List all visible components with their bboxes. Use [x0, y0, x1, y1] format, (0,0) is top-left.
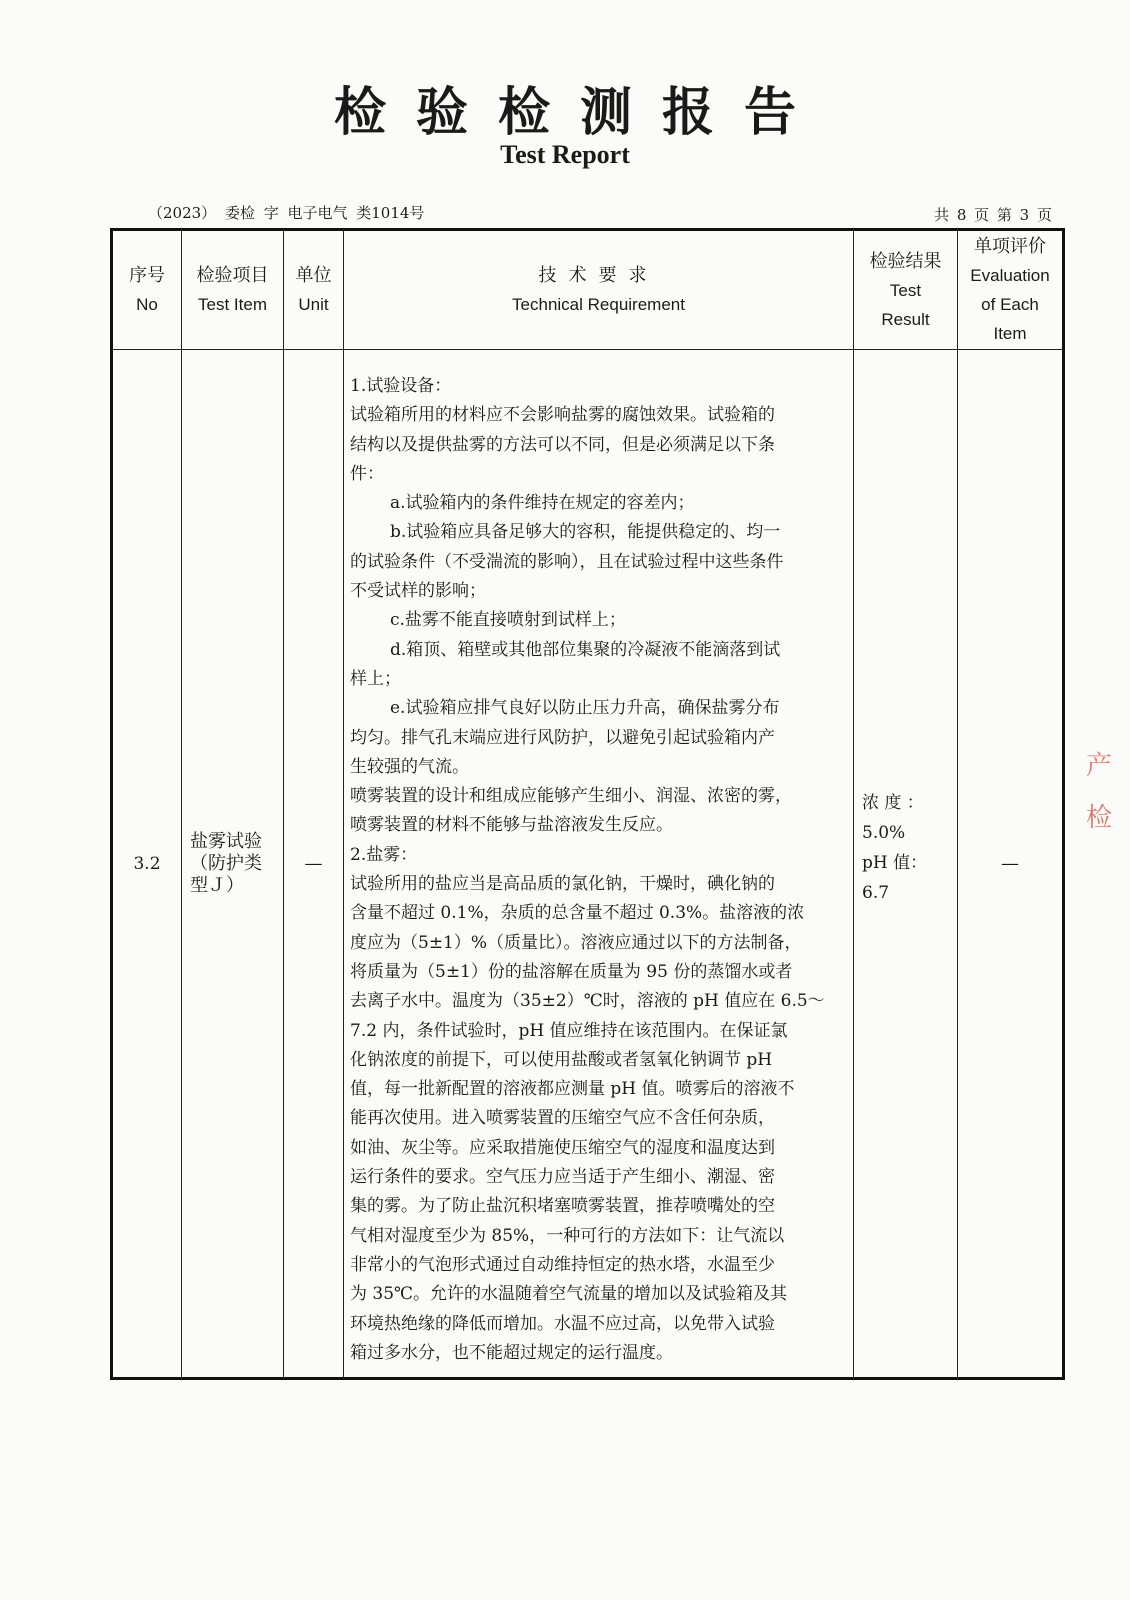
requirement-line: 化钠浓度的前提下，可以使用盐酸或者氢氧化钠调节 pH — [350, 1049, 773, 1070]
requirement-line: 喷雾装置的设计和组成应能够产生细小、润湿、浓密的雾， — [350, 786, 792, 807]
requirement-line: 含量不超过 0.1%，杂质的总含量不超过 0.3%。盐溶液的浓 — [350, 903, 805, 924]
table-row — [112, 350, 1064, 1379]
requirement-line: 样上； — [350, 668, 401, 689]
requirement-line: 的试验条件（不受湍流的影响），且在试验过程中这些条件 — [350, 551, 784, 572]
requirement-line: 非常小的气泡形式通过自动维持恒定的热水塔，水温至少 — [350, 1254, 775, 1275]
result-line: 6.7 — [862, 883, 890, 903]
requirement-line: 环境热绝缘的降低而增加。水温不应过高，以免带入试验 — [350, 1313, 775, 1334]
header-evaluation: 单项评价 Evaluation of Each Item — [958, 230, 1064, 350]
row-number: 3.2 — [112, 350, 182, 1379]
requirement-line: 箱过多水分，也不能超过规定的运行温度。 — [350, 1342, 673, 1363]
requirement-line: d.箱顶、箱壁或其他部位集聚的冷凝液不能滴落到试 — [390, 639, 781, 660]
evaluation-cell: — — [958, 350, 1064, 1379]
requirement-line: 试验箱所用的材料应不会影响盐雾的腐蚀效果。试验箱的 — [350, 405, 775, 426]
requirement-line: 如油、灰尘等。应采取措施使压缩空气的湿度和温度达到 — [350, 1137, 775, 1158]
report-title-en: Test Report — [500, 140, 630, 169]
requirement-line: 2.盐雾： — [350, 844, 418, 865]
requirement-line: 不受试样的影响； — [350, 581, 486, 602]
report-title-cn: 检验检测报告 — [333, 82, 826, 143]
unit-cell: — — [284, 350, 344, 1379]
requirement-line: 结构以及提供盐雾的方法可以不同，但是必须满足以下条 — [350, 434, 775, 455]
header-no: 序号 No — [112, 230, 182, 350]
table-header-row — [112, 230, 1064, 350]
requirement-line: b.试验箱应具备足够大的容积，能提供稳定的、均一 — [390, 522, 781, 543]
requirement-line: 件： — [350, 463, 384, 484]
test-item-line: 盐雾试验 — [190, 830, 262, 852]
requirement-line: 将质量为（5±1）份的盐溶解在质量为 95 份的蒸馏水或者 — [350, 961, 793, 982]
test-item-cell — [182, 350, 284, 1379]
requirement-line: 度应为（5±1）%（质量比）。溶液应通过以下的方法制备， — [350, 932, 802, 953]
requirement-line: 值，每一批新配置的溶液都应测量 pH 值。喷雾后的溶液不 — [350, 1079, 795, 1100]
requirement-line: a.试验箱内的条件维持在规定的容差内； — [390, 493, 695, 514]
requirement-line: 能再次使用。进入喷雾装置的压缩空气应不含任何杂质， — [350, 1108, 775, 1129]
header-test-result: 检验结果 Test Result — [854, 230, 958, 350]
requirement-line: 气相对湿度至少为 85%，一种可行的方法如下：让气流以 — [350, 1225, 785, 1246]
requirement-line: 运行条件的要求。空气压力应当适于产生细小、潮湿、密 — [350, 1167, 775, 1188]
requirement-line: 集的雾。为了防止盐沉积堵塞喷雾装置，推荐喷嘴处的空 — [350, 1196, 775, 1217]
result-line: 5.0% — [862, 823, 906, 843]
requirement-line: 为 35℃。允许的水温随着空气流量的增加以及试验箱及其 — [350, 1284, 788, 1305]
header-test-item: 检验项目 Test Item — [182, 230, 284, 350]
requirement-line: 7.2 内，条件试验时，pH 值应维持在该范围内。在保证氯 — [350, 1020, 788, 1041]
red-seal-stamp-fragment: 产 检 — [1086, 751, 1113, 833]
requirement-line: c.盐雾不能直接喷射到试样上； — [390, 610, 626, 631]
requirement-line: 喷雾装置的材料不能够与盐溶液发生反应。 — [350, 815, 673, 836]
requirement-line: e.试验箱应排气良好以防止压力升高，确保盐雾分布 — [390, 698, 780, 719]
requirement-line: 均匀。排气孔末端应进行风防护，以避免引起试验箱内产 — [350, 727, 775, 748]
test-result-cell — [854, 350, 958, 1379]
requirement-line: 生较强的气流。 — [350, 756, 469, 777]
result-line: pH 值： — [862, 853, 928, 873]
test-report-table — [110, 228, 1065, 1380]
result-line: 浓 度 ： — [862, 793, 924, 813]
requirement-line: 1.试验设备： — [350, 376, 452, 396]
header-unit: 单位 Unit — [284, 230, 344, 350]
test-item-line: （防护类 — [190, 852, 262, 874]
page-count: 共 8 页 第 3 页 — [934, 206, 1052, 224]
technical-requirement-cell — [344, 350, 854, 1379]
test-item-line: 型Ｊ） — [190, 874, 244, 896]
requirement-line: 去离子水中。温度为（35±2）℃时，溶液的 pH 值应在 6.5～ — [350, 991, 825, 1012]
requirement-line: 试验所用的盐应当是高品质的氯化钠，干燥时，碘化钠的 — [350, 874, 775, 895]
report-reference-number: （2023） 委检 字 电子电气 类1014号 — [148, 204, 425, 222]
header-technical-requirement: 技术要求 Technical Requirement — [344, 230, 854, 350]
